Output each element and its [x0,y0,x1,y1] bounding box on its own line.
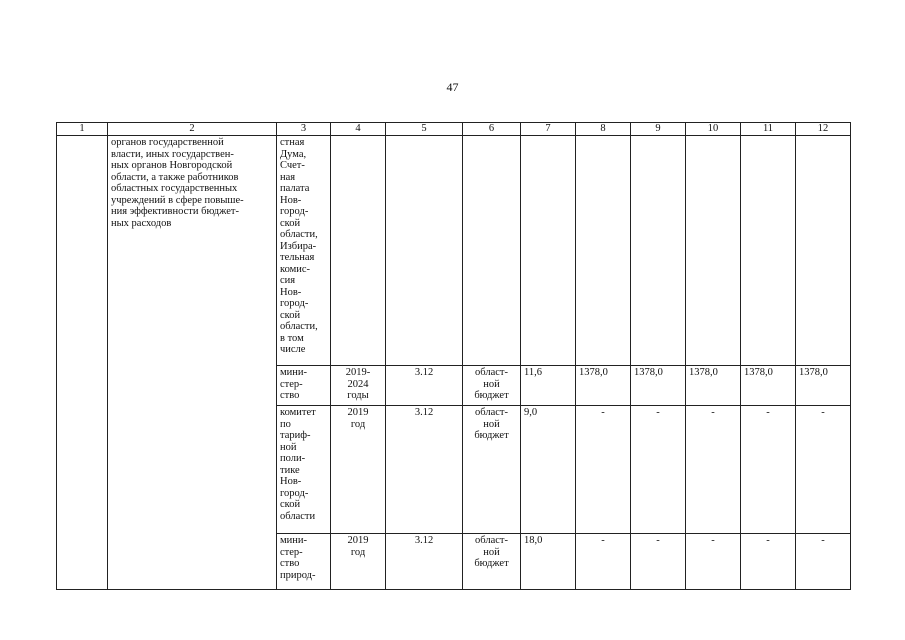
executor-cell: мини- стер- ство природ- [277,534,331,590]
value-cell: - [631,406,686,534]
source-cell: област- ной бюджет [463,366,521,406]
value-cell: 1378,0 [741,366,796,406]
value-cell: 9,0 [521,406,576,534]
period-cell: 2019- 2024 годы [331,366,386,406]
value-cell: - [796,406,851,534]
value-cell [796,136,851,366]
value-cell: - [796,534,851,590]
value-cell [576,136,631,366]
source-cell [463,136,521,366]
header-cell: 3 [277,123,331,136]
header-cell: 7 [521,123,576,136]
budget-table [56,122,851,590]
value-cell: 1378,0 [796,366,851,406]
header-cell: 12 [796,123,851,136]
header-cell: 4 [331,123,386,136]
header-cell: 8 [576,123,631,136]
value-cell: - [686,406,741,534]
value-cell: 1378,0 [686,366,741,406]
header-cell: 10 [686,123,741,136]
header-cell: 2 [108,123,277,136]
header-cell: 1 [57,123,108,136]
source-cell: област- ной бюджет [463,406,521,534]
value-cell: - [741,406,796,534]
header-cell: 11 [741,123,796,136]
period-cell: 2019 год [331,534,386,590]
value-cell: - [686,534,741,590]
header-cell: 5 [386,123,463,136]
table-row [57,136,851,366]
value-cell: 11,6 [521,366,576,406]
value-cell: 1378,0 [631,366,686,406]
value-cell: - [576,534,631,590]
code-cell: 3.12 [386,406,463,534]
value-cell: - [741,534,796,590]
value-cell: 18,0 [521,534,576,590]
code-cell: 3.12 [386,366,463,406]
value-cell [521,136,576,366]
code-cell [386,136,463,366]
page-number: 47 [446,80,459,94]
value-cell [741,136,796,366]
value-cell [686,136,741,366]
period-cell: 2019 год [331,406,386,534]
period-cell [331,136,386,366]
value-cell: - [631,534,686,590]
header-row [57,123,851,136]
source-cell: област- ной бюджет [463,534,521,590]
header-cell: 6 [463,123,521,136]
value-cell [631,136,686,366]
measure-description: органов государственной власти, иных государствен- ных органов Новгородской области, а также работников областных государственных учреждений в сфере повыше- ния эффективности бюджет- ных расходов [108,136,277,590]
code-cell: 3.12 [386,534,463,590]
executor-cell: стная Дума, Счет- ная палата Нов- город- ской области, Избира- тельная комис- сия Нов- город- ской области, в том числе [277,136,331,366]
executor-cell: мини- стер- ство [277,366,331,406]
header-cell: 9 [631,123,686,136]
executor-cell: комитет по тариф- ной поли- тике Нов- город- ской области [277,406,331,534]
value-cell: 1378,0 [576,366,631,406]
value-cell: - [576,406,631,534]
col1-cell [57,136,108,590]
